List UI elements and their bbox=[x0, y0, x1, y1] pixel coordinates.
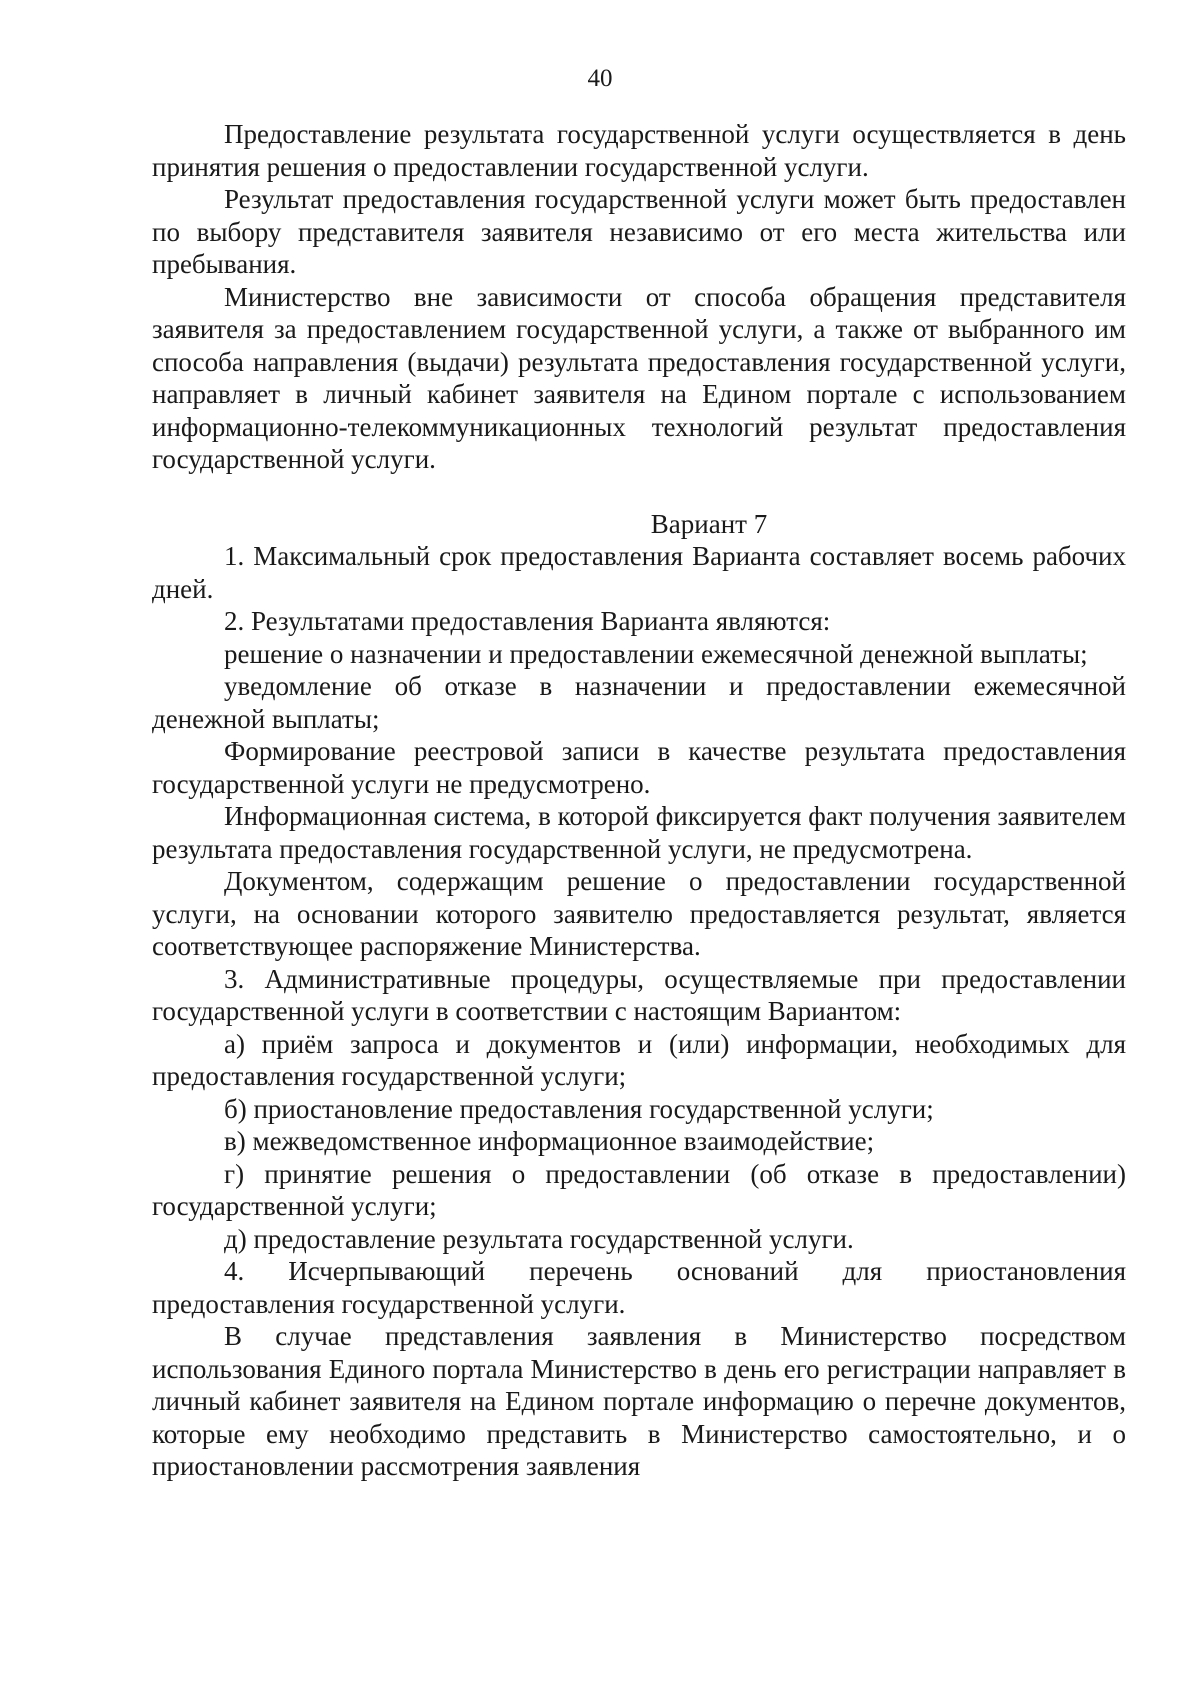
list-item: уведомление об отказе в назначении и предоставлении ежемесячной денежной выплаты; bbox=[152, 671, 1126, 734]
list-item: а) приём запроса и документов и (или) информации, необходимых для предоставления государственной услуги; bbox=[152, 1028, 1126, 1091]
list-item: д) предоставление результата государственной услуги. bbox=[224, 1223, 854, 1254]
section-title: Вариант 7 bbox=[650, 508, 768, 539]
page-number: 40 bbox=[587, 65, 613, 92]
paragraph: Предоставление результата государственной услуги осуществляется в день принятия решения о предоставлении государственной услуги. bbox=[152, 119, 1126, 182]
list-item: в) межведомственное информационное взаимодействие; bbox=[224, 1126, 875, 1156]
paragraph: Министерство вне зависимости от способа обращения представителя заявителя за предоставлением государственной услуги, а также от выбранного им способа направления (выдачи) результата предоставления государственной услуги, направляет в личный кабинет заявителя на Едином портале с использованием информационно-телекоммуникационных технологий результат предоставления государственной услуги. bbox=[152, 281, 1126, 474]
document-body bbox=[152, 118, 1126, 1483]
paragraph: 1. Максимальный срок предоставления Варианта составляет восемь рабочих дней. bbox=[152, 541, 1126, 604]
list-item: решение о назначении и предоставлении ежемесячной денежной выплаты; bbox=[224, 638, 1088, 669]
paragraph: Результат предоставления государственной услуги может быть предоставлен по выбору представителя заявителя независимо от его места жительства или пребывания. bbox=[152, 184, 1126, 279]
paragraph: Информационная система, в которой фиксируется факт получения заявителем результата предоставления государственной услуги, не предусмотрена. bbox=[152, 801, 1126, 864]
list-item: б) приостановление предоставления государственной услуги; bbox=[224, 1093, 934, 1124]
paragraph: Формирование реестровой записи в качестве результата предоставления государственной услуги не предусмотрено. bbox=[152, 736, 1126, 799]
paragraph: Документом, содержащим решение о предоставлении государственной услуги, на основании которого заявителю предоставляется результат, является соответствующее распоряжение Министерства. bbox=[152, 866, 1126, 961]
list-item: г) принятие решения о предоставлении (об отказе в предоставлении) государственной услуги; bbox=[152, 1158, 1126, 1221]
paragraph: В случае представления заявления в Министерство посредством использования Единого портала Министерство в день его регистрации направляет в личный кабинет заявителя на Едином портале информацию о перечне документов, которые ему необходимо представить в Министерство самостоятельно, и о приостановлении рассмотрения заявления bbox=[152, 1321, 1126, 1481]
paragraph: 3. Административные процедуры, осуществляемые при предоставлении государственной услуги в соответствии с настоящим Вариантом: bbox=[152, 963, 1126, 1026]
spacer bbox=[152, 476, 1126, 508]
paragraph: 2. Результатами предоставления Варианта являются: bbox=[224, 606, 831, 636]
paragraph: 4. Исчерпывающий перечень оснований для приостановления предоставления государственной услуги. bbox=[152, 1256, 1126, 1319]
